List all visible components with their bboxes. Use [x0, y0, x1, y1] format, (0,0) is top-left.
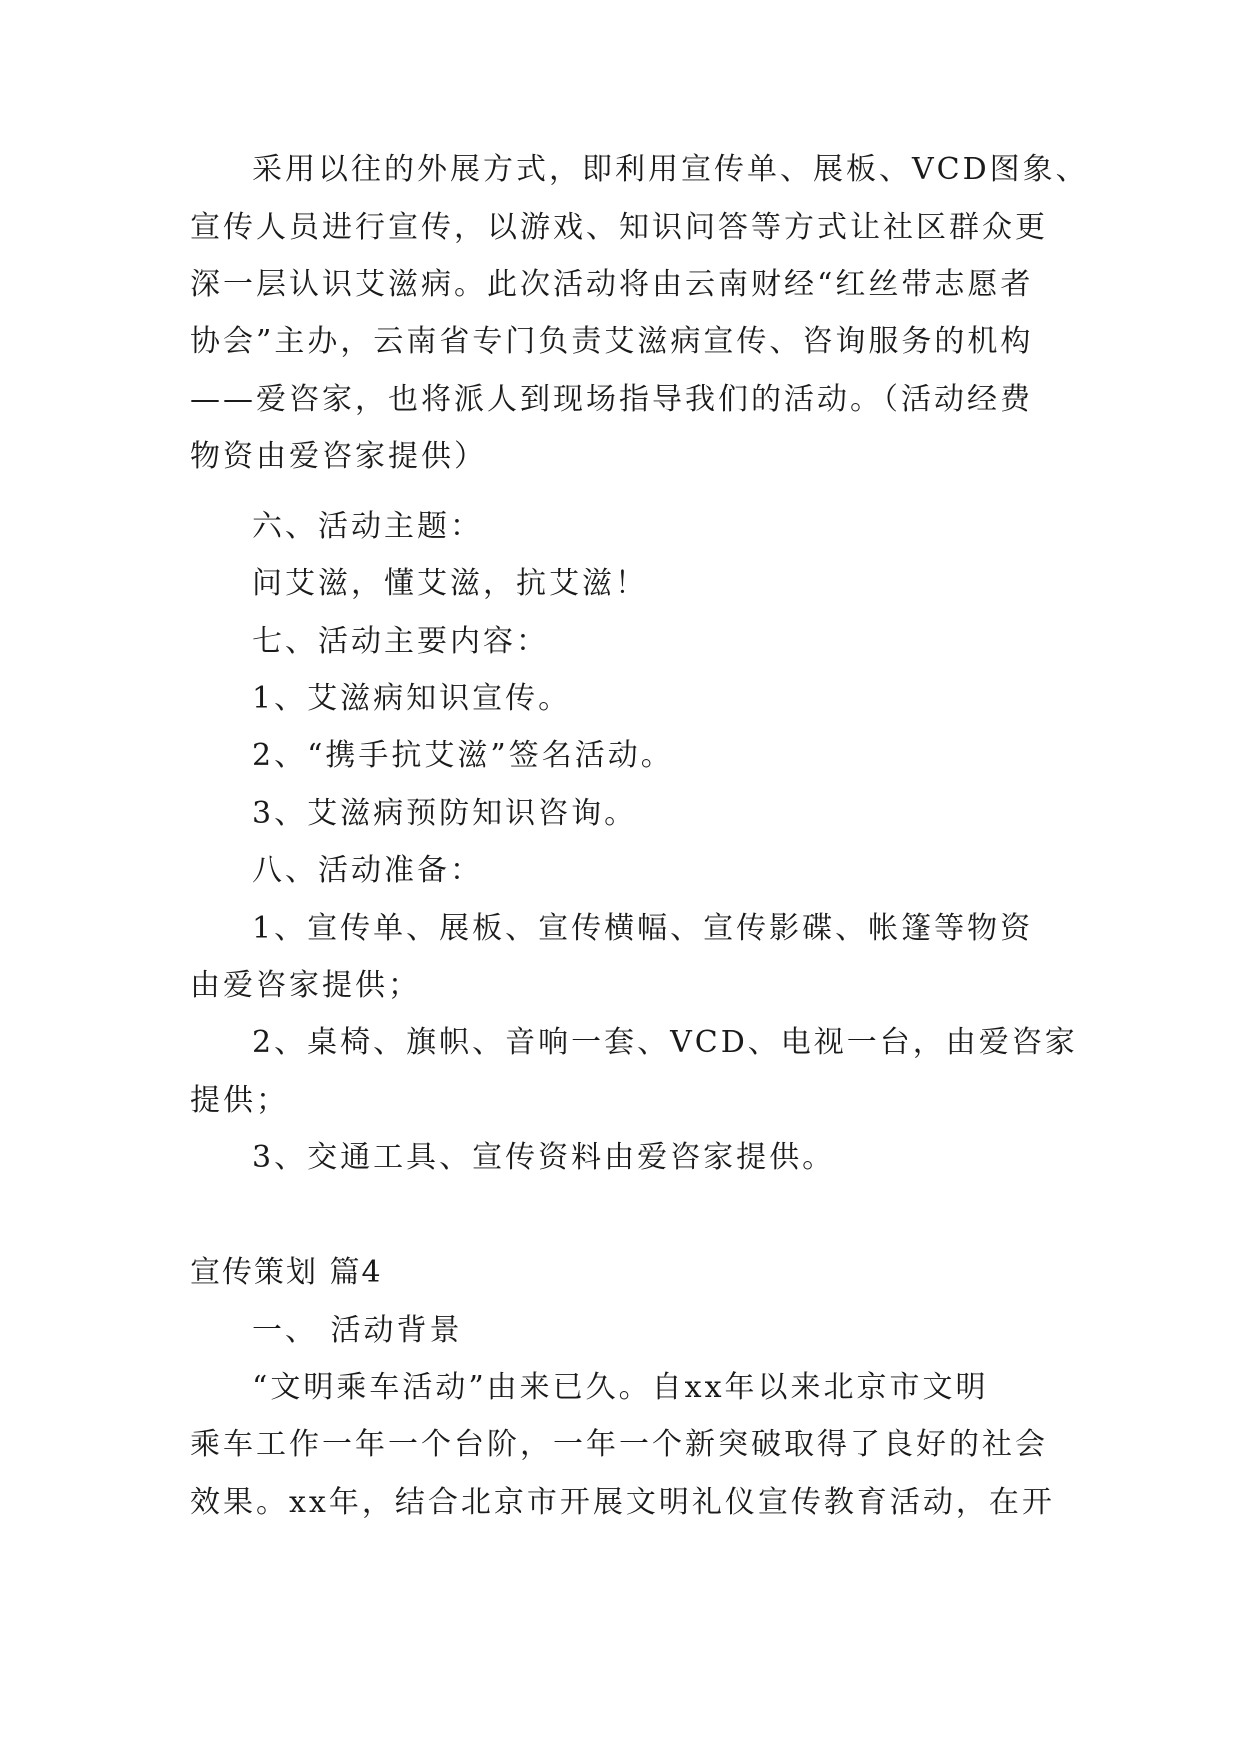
section-heading: 一、 活动背景: [252, 1313, 463, 1348]
article-title: 宣传策划 篇4: [190, 1255, 383, 1290]
list-item-continuation: 由爱咨家提供；: [190, 968, 421, 1003]
paragraph-line: 协会”主办，云南省专门负责艾滋病宣传、咨询服务的机构: [190, 324, 1034, 359]
paragraph-line: 效果。xx年，结合北京市开展文明礼仪宣传教育活动，在开: [190, 1485, 1055, 1520]
paragraph-line: “文明乘车活动”由来已久。自xx年以来北京市文明: [252, 1370, 989, 1405]
section-heading: 六、活动主题：: [252, 509, 483, 544]
list-item: 1、艾滋病知识宣传。: [252, 681, 572, 716]
section-heading: 七、活动主要内容：: [252, 624, 549, 659]
list-item: 3、交通工具、宣传资料由爱咨家提供。: [252, 1140, 836, 1175]
list-item: 3、艾滋病预防知识咨询。: [252, 796, 638, 831]
paragraph-line: 物资由爱咨家提供）: [190, 439, 487, 474]
list-item: 1、宣传单、展板、宣传横幅、宣传影碟、帐篷等物资: [252, 911, 1034, 946]
paragraph-line: 宣传人员进行宣传，以游戏、知识问答等方式让社区群众更: [190, 210, 1048, 245]
paragraph-line: 采用以往的外展方式，即利用宣传单、展板、VCD图象、: [252, 152, 1089, 187]
section-heading: 八、活动准备：: [252, 853, 483, 888]
paragraph-line: 问艾滋，懂艾滋，抗艾滋！: [252, 566, 648, 601]
paragraph-line: 深一层认识艾滋病。此次活动将由云南财经“红丝带志愿者: [190, 267, 1034, 302]
paragraph-line: ——爱咨家，也将派人到现场指导我们的活动。（活动经费: [190, 382, 1033, 417]
list-item: 2、桌椅、旗帜、音响一套、VCD、电视一台，由爱咨家: [252, 1025, 1078, 1060]
list-item-continuation: 提供；: [190, 1083, 289, 1118]
list-item: 2、“携手抗艾滋”签名活动。: [252, 738, 674, 773]
paragraph-line: 乘车工作一年一个台阶，一年一个新突破取得了良好的社会: [190, 1427, 1048, 1462]
